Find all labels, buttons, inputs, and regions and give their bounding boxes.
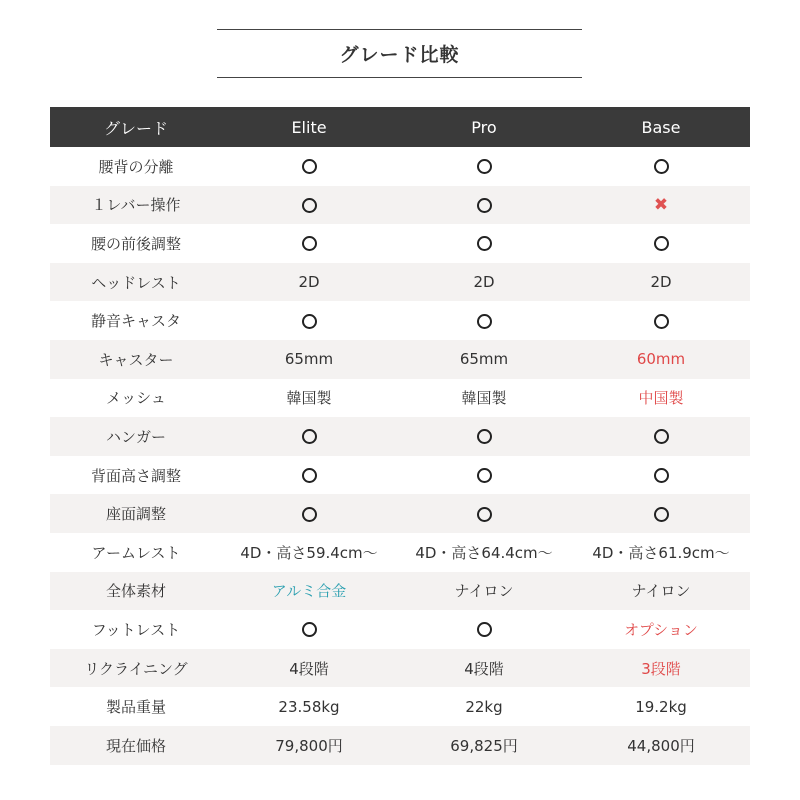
cell-base [572, 427, 750, 445]
cell-pro [396, 196, 572, 214]
cell-elite [222, 196, 396, 214]
check-circle-icon [477, 198, 492, 213]
cell-base [572, 350, 750, 368]
row-label: 静音キャスタ [90, 312, 181, 331]
row-label: 腰背の分離 [98, 157, 174, 176]
cell-value: 中国製 [638, 389, 684, 408]
cell-elite [222, 505, 396, 523]
row-label: フットレスト [91, 620, 181, 639]
table-row [50, 726, 750, 765]
cell-elite [222, 234, 396, 252]
cell-elite [222, 580, 396, 601]
cell-pro [396, 427, 572, 445]
row-label: 腰の前後調整 [90, 234, 181, 253]
row-label: リクライニング [84, 659, 188, 678]
cell-pro [396, 312, 572, 330]
cell-value: 69,825円 [450, 736, 518, 755]
header-cell-grade: グレード [103, 118, 168, 138]
cell-base [572, 698, 750, 716]
cell-elite [222, 427, 396, 445]
cell-base [572, 196, 750, 214]
cell-value: 65mm [284, 350, 334, 369]
row-label: 製品重量 [105, 698, 166, 717]
cell-elite [222, 466, 396, 484]
row-label: ヘッドレスト [91, 273, 181, 292]
table-row [50, 263, 750, 302]
check-circle-icon [302, 159, 317, 174]
check-circle-icon [302, 236, 317, 251]
check-circle-icon [477, 159, 492, 174]
cell-elite [222, 735, 396, 756]
cell-value: 2D [650, 273, 672, 292]
check-circle-icon [302, 507, 317, 522]
row-label: １レバー操作 [91, 196, 181, 215]
check-circle-icon [654, 314, 669, 329]
check-circle-icon [654, 468, 669, 483]
cell-value: 19.2kg [635, 697, 687, 716]
check-circle-icon [302, 468, 317, 483]
check-circle-icon [302, 314, 317, 329]
cell-value: 44,800円 [627, 736, 695, 755]
check-circle-icon [654, 236, 669, 251]
cell-elite [222, 698, 396, 716]
table-row [50, 301, 750, 340]
cell-value: 22kg [465, 697, 503, 716]
cell-value: 4段階 [464, 659, 504, 678]
header-cell-base: Base [641, 117, 681, 137]
check-circle-icon [477, 622, 492, 637]
cell-base [572, 505, 750, 523]
cell-value: 韓国製 [286, 389, 332, 408]
cell-base [572, 273, 750, 291]
cell-pro [396, 505, 572, 523]
check-circle-icon [477, 468, 492, 483]
cell-pro [396, 542, 572, 563]
cell-value: アルミ合金 [271, 582, 347, 601]
check-circle-icon [654, 429, 669, 444]
cell-pro [396, 466, 572, 484]
cell-value: 4段階 [289, 659, 329, 678]
table-row [50, 572, 750, 611]
row-label: メッシュ [106, 389, 166, 408]
cell-value: 60mm [636, 350, 686, 369]
cell-pro [396, 580, 572, 601]
header-cell-elite: Elite [291, 117, 327, 137]
cell-pro [396, 620, 572, 638]
table-row [50, 147, 750, 186]
row-label: 全体素材 [105, 582, 166, 601]
table-row [50, 456, 750, 495]
title-banner [217, 29, 582, 78]
check-circle-icon [302, 429, 317, 444]
cell-value: 4D・高さ59.4cm〜 [240, 543, 378, 562]
cell-pro [396, 658, 572, 679]
table-row [50, 340, 750, 379]
cell-base [572, 466, 750, 484]
cell-pro [396, 350, 572, 368]
check-circle-icon [654, 159, 669, 174]
cell-pro [396, 273, 572, 291]
cell-elite [222, 312, 396, 330]
table-row [50, 186, 750, 225]
check-circle-icon [477, 507, 492, 522]
comparison-table [50, 107, 750, 765]
row-label: ハンガー [105, 427, 166, 446]
cell-elite [222, 273, 396, 291]
table-row [50, 494, 750, 533]
cell-pro [396, 157, 572, 175]
cell-value: 23.58kg [278, 697, 340, 716]
row-label: 背面高さ調整 [90, 466, 181, 485]
table-row [50, 379, 750, 418]
cell-base [572, 580, 750, 601]
cell-base [572, 735, 750, 756]
cell-base [572, 387, 750, 408]
cell-value: オプション [624, 620, 698, 639]
table-header-row [50, 107, 750, 147]
cell-value: ナイロン [454, 582, 514, 601]
cell-pro [396, 735, 572, 756]
row-label: アームレスト [91, 543, 181, 562]
cell-elite [222, 620, 396, 638]
cell-elite [222, 350, 396, 368]
cell-base [572, 542, 750, 563]
row-label: 座面調整 [105, 505, 166, 524]
cell-value: 2D [298, 273, 320, 292]
page-title: グレード比較 [339, 44, 460, 66]
cell-pro [396, 387, 572, 408]
cell-elite [222, 658, 396, 679]
table-row [50, 610, 750, 649]
cell-base [572, 619, 750, 640]
cross-icon: ✖ [653, 194, 669, 215]
table-row [50, 224, 750, 263]
cell-value: 65mm [459, 350, 509, 369]
row-label: 現在価格 [105, 736, 166, 755]
check-circle-icon [302, 198, 317, 213]
cell-value: 4D・高さ61.9cm〜 [592, 543, 730, 562]
cell-value: 韓国製 [461, 389, 507, 408]
cell-value: 4D・高さ64.4cm〜 [415, 543, 553, 562]
cell-elite [222, 157, 396, 175]
row-label: キャスター [98, 350, 174, 369]
check-circle-icon [477, 429, 492, 444]
cell-base [572, 312, 750, 330]
cell-base [572, 157, 750, 175]
cell-pro [396, 234, 572, 252]
cell-value: ナイロン [631, 582, 691, 601]
cell-value: 2D [473, 273, 495, 292]
cell-pro [396, 698, 572, 716]
cell-base [572, 234, 750, 252]
table-row [50, 533, 750, 572]
table-row [50, 687, 750, 726]
cell-elite [222, 387, 396, 408]
table-row [50, 417, 750, 456]
header-cell-pro: Pro [471, 117, 497, 137]
cell-value: 79,800円 [275, 736, 343, 755]
table-row [50, 649, 750, 688]
cell-value: 3段階 [641, 659, 681, 678]
cell-base [572, 658, 750, 679]
cell-elite [222, 542, 396, 563]
check-circle-icon [654, 507, 669, 522]
check-circle-icon [302, 622, 317, 637]
check-circle-icon [477, 236, 492, 251]
check-circle-icon [477, 314, 492, 329]
